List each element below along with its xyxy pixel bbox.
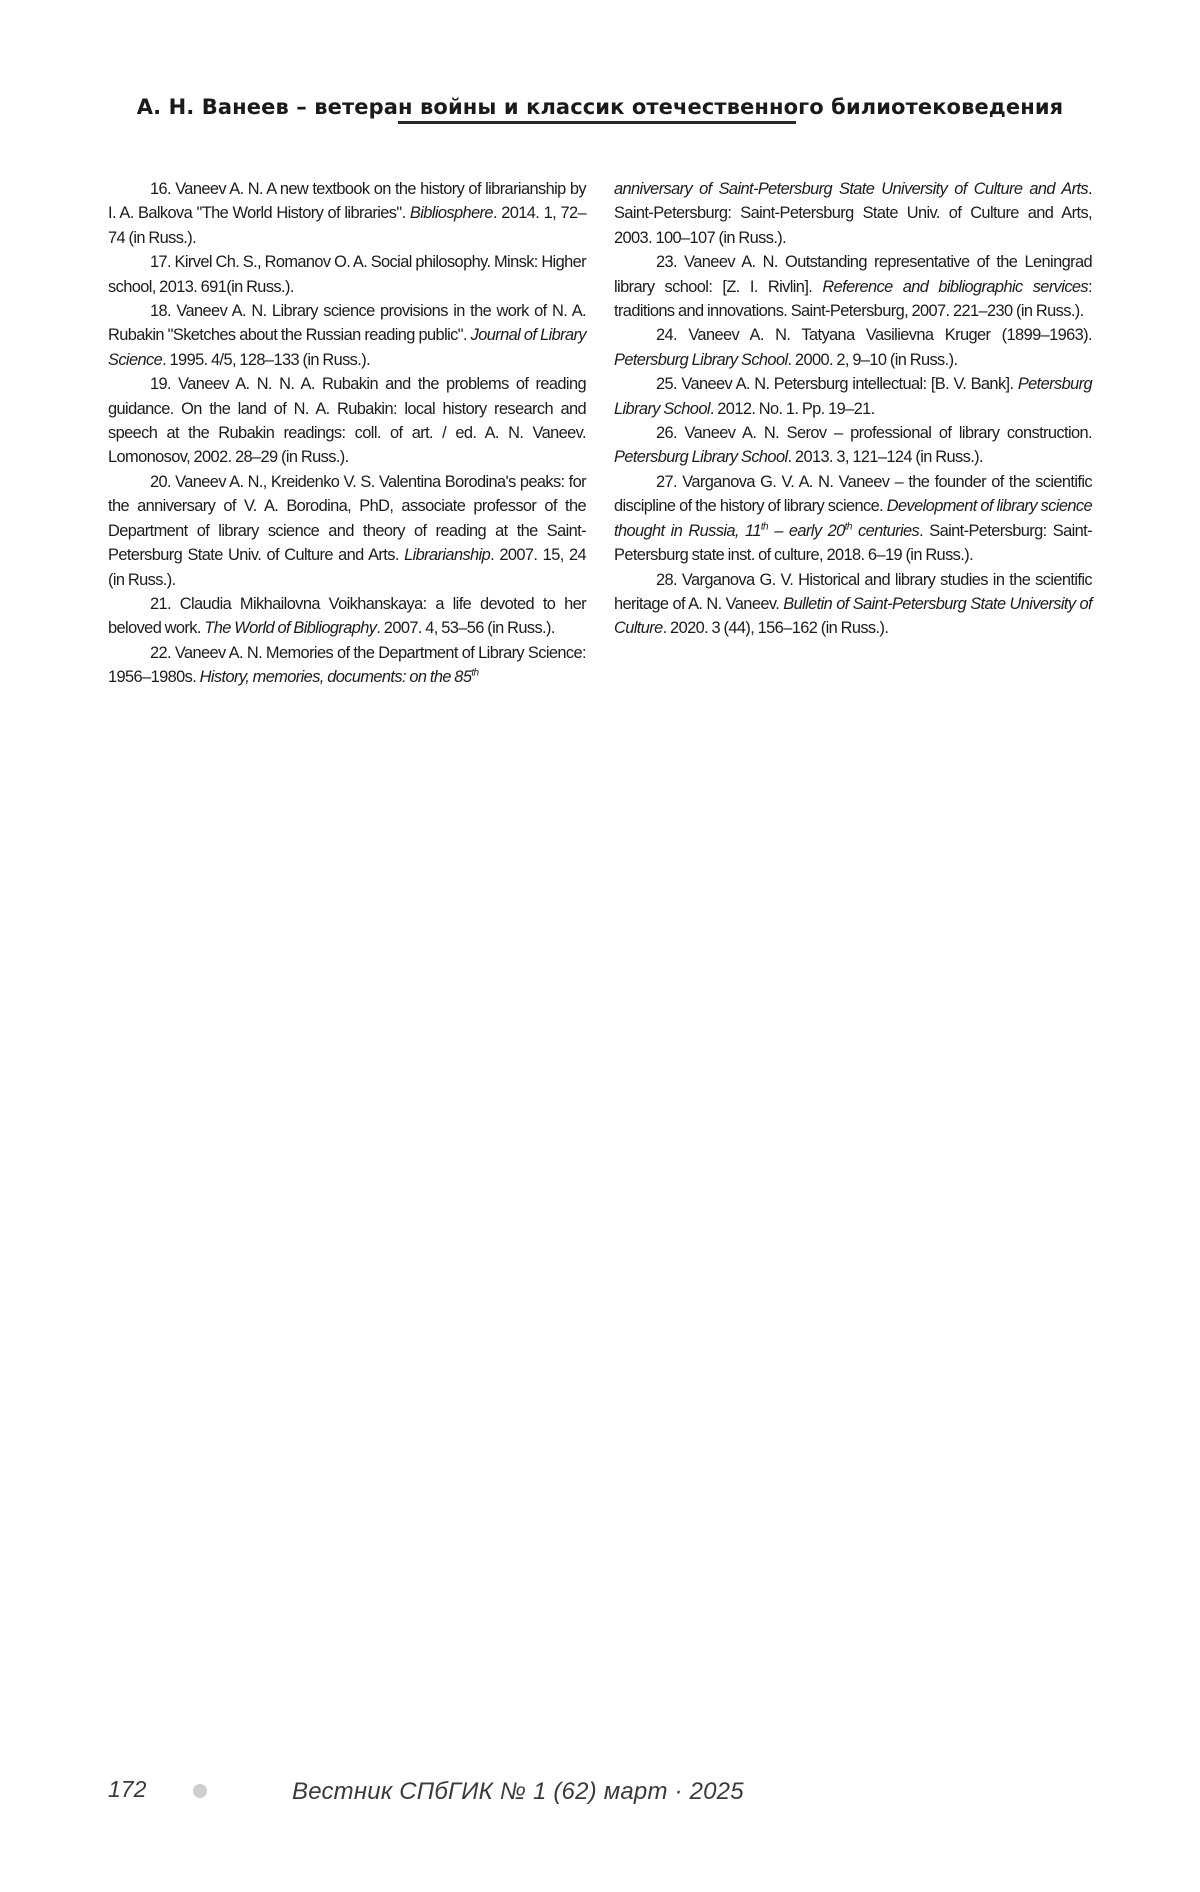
references-left-column — [108, 177, 586, 690]
reference-text: . 2007. 15, 24 (in Russ.). — [108, 546, 586, 589]
journal-footer: Вестник СПбГИК № 1 (62) март · 2025 — [292, 1778, 744, 1805]
reference-superscript: th — [844, 521, 852, 533]
dot-separator-icon — [193, 1784, 207, 1798]
reference-source-title: Petersburg Library School — [614, 375, 1092, 418]
reference-item — [614, 372, 1092, 421]
reference-text: 17. Kirvel Ch. S., Romanov O. A. Social philosophy. Minsk: Higher school, 2013. 691(in Russ.). — [108, 253, 586, 296]
reference-superscript: th — [471, 667, 479, 679]
references-right-column — [614, 177, 1092, 641]
reference-item — [614, 568, 1092, 641]
reference-text: . 2000. 2, 9–10 (in Russ.). — [787, 350, 958, 369]
reference-text: . 2012. No. 1. Pp. 19–21. — [709, 399, 875, 418]
reference-item — [108, 641, 586, 690]
reference-text: 19. Vaneev A. N. N. A. Rubakin and the problems of reading guidance. On the land of N. A. Rubakin: local history research and speech at the Rubakin readings: coll. of art. / ed. A. N. Vaneev. Lomonosov, 2002. 28–29 (in Russ.). — [108, 375, 586, 467]
reference-item — [108, 177, 586, 250]
running-title: А. Н. Ванеев – ветеран войны и классик отечественного билиотековедения — [136, 95, 1064, 119]
reference-source-title: Development of library science thought in Russia, 11 — [614, 497, 1092, 540]
reference-text: . 2013. 3, 121–124 (in Russ.). — [787, 448, 983, 467]
reference-text: . 2007. 4, 53–56 (in Russ.). — [376, 619, 555, 638]
reference-item — [108, 470, 586, 592]
title-underline-rule — [398, 121, 796, 124]
reference-item — [108, 250, 586, 299]
reference-item — [614, 250, 1092, 323]
reference-source-title: Petersburg Library School — [614, 350, 788, 369]
reference-text: . 2014. 1, 72–74 (in Russ.). — [108, 204, 586, 247]
reference-text: 25. Vaneev A. N. Petersburg intellectual: [B. V. Bank]. — [656, 375, 1018, 394]
reference-item — [614, 323, 1092, 372]
reference-text: 18. Vaneev A. N. Library science provisions in the work of N. A. Rubakin "Sketches about the Russian reading public". — [108, 302, 586, 345]
reference-text: 22. Vaneev A. N. Memories of the Department of Library Science: 1956–1980s. — [108, 643, 586, 687]
reference-source-title: Petersburg Library School — [614, 448, 788, 467]
reference-source-title: Librarianship — [404, 546, 491, 565]
reference-text: . 2020. 3 (44), 156–162 (in Russ.). — [662, 619, 889, 638]
reference-source-title: Reference and bibliographic services — [822, 277, 1089, 296]
reference-source-title: History, memories, documents: on the 85 — [199, 668, 472, 687]
reference-text: 26. Vaneev A. N. Serov – professional of library construction. — [656, 424, 1092, 443]
reference-source-title: centuries — [851, 521, 920, 540]
reference-text: 27. Varganova G. V. A. N. Vaneev – the founder of the scientific discipline of the history of library science. — [614, 472, 1092, 516]
reference-item — [614, 470, 1092, 568]
reference-item — [108, 372, 586, 470]
reference-text: 16. Vaneev A. N. A new textbook on the history of librarianship by I. A. Balkova "The World History of libraries". — [108, 180, 586, 223]
reference-superscript: th — [760, 521, 769, 533]
reference-text: . Saint-Petersburg: Saint-Petersburg State Univ. of Culture and Arts, 2003. 100–107 (in Russ.). — [614, 180, 1092, 247]
reference-text: 21. Claudia Mikhailovna Voikhanskaya: a life devoted to her beloved work. — [108, 594, 586, 638]
reference-text: 28. Varganova G. V. Historical and library studies in the scientific heritage of A. N. Vaneev. — [614, 570, 1092, 613]
reference-item — [108, 299, 586, 372]
reference-item — [614, 421, 1092, 470]
reference-text: . Saint-Petersburg: Saint-Petersburg state inst. of culture, 2018. 6–19 (in Russ.). — [614, 521, 1092, 565]
reference-item — [614, 177, 1092, 250]
page-number: 172 — [108, 1776, 147, 1802]
reference-text: : traditions and innovations. Saint-Petersburg, 2007. 221–230 (in Russ.). — [614, 277, 1092, 321]
reference-text: 20. Vaneev A. N., Kreidenko V. S. Valentina Borodina's peaks: for the anniversary of V. A. Borodina, PhD, associate professor of the Department of library science and theory of reading at the Saint-Petersburg State Univ. of Culture and Arts. — [108, 472, 586, 565]
reference-text: 23. Vaneev A. N. Outstanding representative of the Leningrad library school: [Z. I. Rivlin]. — [614, 253, 1092, 296]
reference-item — [108, 592, 586, 641]
reference-source-title: – early 20 — [768, 521, 845, 540]
reference-text: 24. Vaneev A. N. Tatyana Vasilievna Kruger (1899–1963). — [656, 326, 1092, 345]
reference-text: . 1995. 4/5, 128–133 (in Russ.). — [162, 350, 371, 369]
reference-source-title: anniversary of Saint-Petersburg State University of Culture and Arts — [614, 180, 1089, 198]
reference-source-title: The World of Bibliography — [204, 619, 377, 638]
reference-source-title: Bulletin of Saint-Petersburg State University of Culture — [614, 594, 1092, 638]
reference-source-title: Bibliosphere — [409, 204, 493, 223]
reference-source-title: Journal of Library Science — [108, 326, 586, 369]
